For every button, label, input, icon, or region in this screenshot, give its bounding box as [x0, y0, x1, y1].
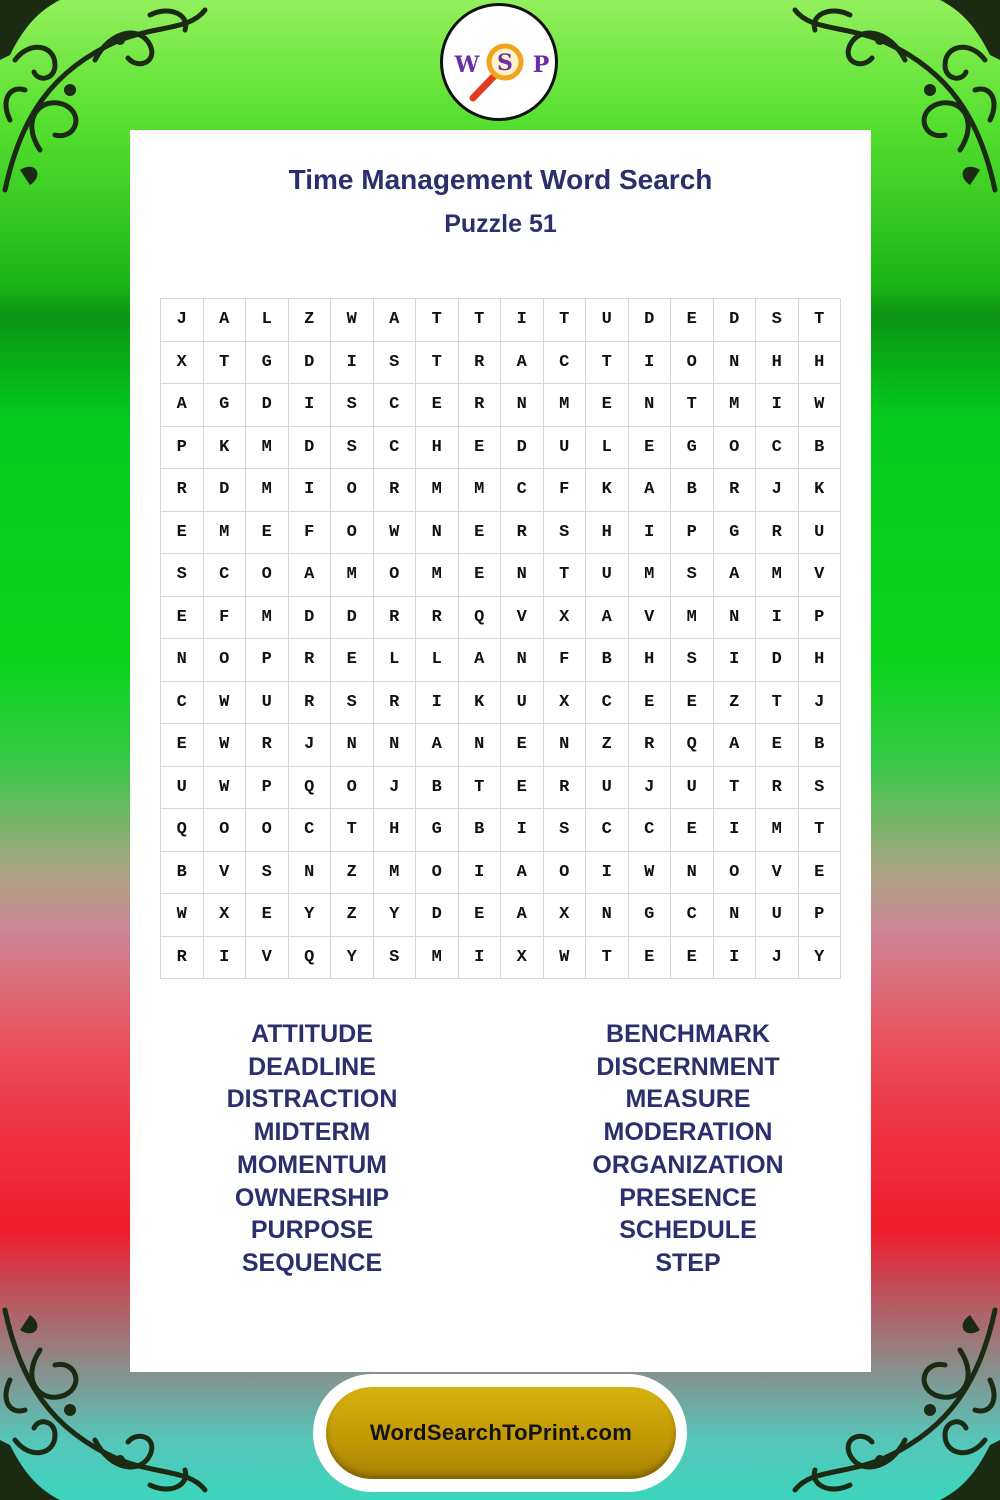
grid-cell[interactable]: N	[501, 639, 544, 682]
grid-cell[interactable]: M	[544, 384, 587, 427]
grid-cell[interactable]: T	[756, 682, 799, 725]
grid-cell[interactable]: O	[714, 427, 757, 470]
grid-cell[interactable]: M	[416, 554, 459, 597]
grid-cell[interactable]: S	[799, 767, 842, 810]
grid-cell[interactable]: C	[586, 682, 629, 725]
footer-banner[interactable]	[326, 1387, 676, 1479]
grid-cell[interactable]: G	[246, 342, 289, 385]
word-list-item: MEASURE	[625, 1085, 751, 1114]
letter-grid[interactable]	[160, 298, 841, 979]
word-list-item: STEP	[655, 1248, 721, 1277]
grid-cell[interactable]: M	[416, 937, 459, 980]
grid-cell[interactable]: R	[459, 384, 502, 427]
grid-cell[interactable]: S	[374, 937, 417, 980]
grid-cell[interactable]: C	[374, 427, 417, 470]
grid-cell[interactable]: B	[671, 469, 714, 512]
grid-cell[interactable]: G	[714, 512, 757, 555]
grid-cell[interactable]: T	[586, 342, 629, 385]
grid-cell[interactable]: B	[161, 852, 204, 895]
word-list-left	[172, 1018, 452, 1280]
grid-cell[interactable]: S	[374, 342, 417, 385]
grid-cell[interactable]: D	[331, 597, 374, 640]
grid-cell[interactable]: A	[459, 639, 502, 682]
grid-cell[interactable]: E	[459, 554, 502, 597]
grid-cell[interactable]: S	[544, 512, 587, 555]
grid-cell[interactable]: K	[204, 427, 247, 470]
grid-cell[interactable]: V	[799, 554, 842, 597]
grid-cell[interactable]: N	[544, 724, 587, 767]
grid-cell[interactable]: D	[246, 384, 289, 427]
grid-cell[interactable]: X	[544, 894, 587, 937]
grid-cell[interactable]: C	[671, 894, 714, 937]
grid-cell[interactable]: A	[289, 554, 332, 597]
grid-cell[interactable]: B	[799, 427, 842, 470]
grid-cell[interactable]: C	[501, 469, 544, 512]
grid-cell[interactable]: P	[799, 894, 842, 937]
grid-cell[interactable]: T	[416, 342, 459, 385]
grid-cell[interactable]: H	[629, 639, 672, 682]
page-title: Time Management Word Search	[288, 164, 713, 195]
grid-cell[interactable]: A	[204, 299, 247, 342]
grid-cell[interactable]: E	[459, 427, 502, 470]
grid-cell[interactable]: Z	[714, 682, 757, 725]
word-list-item: SCHEDULE	[619, 1216, 757, 1245]
grid-cell[interactable]: V	[756, 852, 799, 895]
grid-cell[interactable]: Y	[331, 937, 374, 980]
grid-cell[interactable]: N	[459, 724, 502, 767]
grid-cell[interactable]: S	[544, 809, 587, 852]
grid-cell[interactable]: E	[629, 427, 672, 470]
grid-cell[interactable]: T	[714, 767, 757, 810]
grid-cell[interactable]: H	[416, 427, 459, 470]
grid-cell[interactable]: L	[416, 639, 459, 682]
grid-cell[interactable]: I	[416, 682, 459, 725]
grid-cell[interactable]: N	[161, 639, 204, 682]
grid-cell[interactable]: M	[756, 809, 799, 852]
word-list-item: PURPOSE	[250, 1216, 374, 1245]
grid-cell[interactable]: C	[544, 342, 587, 385]
word-list-item: OWNERSHIP	[234, 1183, 390, 1212]
word-list-item: MOMENTUM	[237, 1150, 387, 1179]
grid-cell[interactable]: R	[714, 469, 757, 512]
grid-cell[interactable]: H	[799, 342, 842, 385]
grid-cell[interactable]: E	[161, 724, 204, 767]
grid-cell[interactable]: S	[161, 554, 204, 597]
grid-cell[interactable]: F	[289, 512, 332, 555]
puzzle-number: Puzzle 51	[444, 210, 557, 238]
grid-cell[interactable]: W	[161, 894, 204, 937]
grid-cell[interactable]: E	[671, 299, 714, 342]
word-list-right	[548, 1018, 828, 1280]
grid-cell[interactable]: N	[714, 342, 757, 385]
grid-cell[interactable]: I	[629, 342, 672, 385]
word-list-item: DEADLINE	[248, 1052, 376, 1081]
grid-cell[interactable]: B	[459, 809, 502, 852]
grid-cell[interactable]: E	[331, 639, 374, 682]
grid-cell[interactable]: S	[671, 554, 714, 597]
grid-cell[interactable]: I	[501, 809, 544, 852]
grid-cell[interactable]: E	[246, 894, 289, 937]
grid-cell[interactable]: G	[416, 809, 459, 852]
word-list-item: BENCHMARK	[606, 1020, 770, 1048]
grid-cell[interactable]: U	[586, 299, 629, 342]
grid-cell[interactable]: V	[204, 852, 247, 895]
grid-cell[interactable]: R	[289, 682, 332, 725]
grid-cell[interactable]: E	[586, 384, 629, 427]
word-list-item: ATTITUDE	[251, 1020, 373, 1048]
grid-cell[interactable]: O	[374, 554, 417, 597]
grid-cell[interactable]: E	[756, 724, 799, 767]
grid-cell[interactable]: I	[204, 937, 247, 980]
grid-cell[interactable]: I	[459, 852, 502, 895]
grid-cell[interactable]: H	[799, 639, 842, 682]
grid-cell[interactable]: U	[671, 767, 714, 810]
grid-cell[interactable]: O	[544, 852, 587, 895]
grid-cell[interactable]: I	[459, 937, 502, 980]
grid-cell[interactable]: J	[161, 299, 204, 342]
grid-cell[interactable]: D	[629, 299, 672, 342]
grid-cell[interactable]: U	[501, 682, 544, 725]
grid-cell[interactable]: U	[544, 427, 587, 470]
grid-cell[interactable]: M	[756, 554, 799, 597]
grid-cell[interactable]: E	[416, 384, 459, 427]
grid-cell[interactable]: W	[331, 299, 374, 342]
grid-cell[interactable]: R	[246, 724, 289, 767]
grid-cell[interactable]: M	[374, 852, 417, 895]
grid-cell[interactable]: O	[246, 809, 289, 852]
grid-cell[interactable]: F	[544, 469, 587, 512]
grid-cell[interactable]: A	[501, 894, 544, 937]
grid-cell[interactable]: O	[331, 469, 374, 512]
word-list-item: PRESENCE	[619, 1183, 757, 1212]
grid-cell[interactable]: C	[756, 427, 799, 470]
grid-cell[interactable]: U	[756, 894, 799, 937]
grid-cell[interactable]: J	[629, 767, 672, 810]
grid-cell[interactable]: T	[799, 299, 842, 342]
grid-cell[interactable]: E	[629, 937, 672, 980]
grid-cell[interactable]: E	[671, 809, 714, 852]
grid-cell[interactable]: A	[501, 342, 544, 385]
grid-cell[interactable]: R	[374, 682, 417, 725]
grid-cell[interactable]: A	[714, 724, 757, 767]
grid-cell[interactable]: Y	[799, 937, 842, 980]
grid-cell[interactable]: R	[289, 639, 332, 682]
grid-cell[interactable]: I	[501, 299, 544, 342]
grid-cell[interactable]: Q	[289, 937, 332, 980]
grid-cell[interactable]: S	[671, 639, 714, 682]
grid-cell[interactable]: T	[544, 554, 587, 597]
grid-cell[interactable]: J	[756, 937, 799, 980]
grid-cell[interactable]: S	[331, 384, 374, 427]
grid-cell[interactable]: A	[501, 852, 544, 895]
grid-cell[interactable]: P	[799, 597, 842, 640]
logo-letter-p: P	[532, 52, 550, 78]
grid-cell[interactable]: U	[799, 512, 842, 555]
grid-cell[interactable]: P	[246, 639, 289, 682]
grid-cell[interactable]: M	[246, 427, 289, 470]
word-list-item: DISTRACTION	[226, 1085, 398, 1114]
grid-cell[interactable]: T	[586, 937, 629, 980]
grid-cell[interactable]: R	[161, 937, 204, 980]
grid-cell[interactable]: S	[331, 427, 374, 470]
grid-cell[interactable]: U	[161, 767, 204, 810]
grid-cell[interactable]: T	[204, 342, 247, 385]
grid-cell[interactable]: X	[501, 937, 544, 980]
grid-cell[interactable]: O	[416, 852, 459, 895]
grid-cell[interactable]: W	[799, 384, 842, 427]
grid-cell[interactable]: J	[289, 724, 332, 767]
grid-cell[interactable]: R	[374, 469, 417, 512]
grid-cell[interactable]: J	[374, 767, 417, 810]
grid-cell[interactable]: L	[246, 299, 289, 342]
grid-cell[interactable]: U	[246, 682, 289, 725]
grid-cell[interactable]: P	[671, 512, 714, 555]
grid-cell[interactable]: M	[459, 469, 502, 512]
grid-cell[interactable]: N	[374, 724, 417, 767]
magnifier-icon	[443, 6, 555, 118]
logo-letter-w: W	[454, 52, 480, 78]
grid-cell[interactable]: L	[374, 639, 417, 682]
grid-cell[interactable]: D	[204, 469, 247, 512]
grid-cell[interactable]: X	[161, 342, 204, 385]
grid-cell[interactable]: N	[714, 597, 757, 640]
grid-cell[interactable]: T	[416, 299, 459, 342]
grid-cell[interactable]: I	[586, 852, 629, 895]
grid-cell[interactable]: M	[629, 554, 672, 597]
grid-cell[interactable]: I	[289, 384, 332, 427]
grid-cell[interactable]: O	[331, 512, 374, 555]
grid-cell[interactable]: A	[714, 554, 757, 597]
grid-cell[interactable]: M	[416, 469, 459, 512]
grid-cell[interactable]: E	[501, 767, 544, 810]
grid-cell[interactable]: N	[501, 384, 544, 427]
grid-cell[interactable]: R	[459, 342, 502, 385]
grid-cell[interactable]: O	[671, 342, 714, 385]
grid-cell[interactable]: N	[671, 852, 714, 895]
grid-cell[interactable]: G	[671, 427, 714, 470]
grid-cell[interactable]: Z	[331, 894, 374, 937]
grid-cell[interactable]: E	[671, 682, 714, 725]
grid-cell[interactable]: T	[544, 299, 587, 342]
grid-cell[interactable]: Z	[289, 299, 332, 342]
grid-cell[interactable]: G	[204, 384, 247, 427]
grid-cell[interactable]: R	[374, 597, 417, 640]
grid-cell[interactable]: I	[756, 597, 799, 640]
grid-cell[interactable]: E	[161, 597, 204, 640]
grid-cell[interactable]: B	[416, 767, 459, 810]
grid-cell[interactable]: N	[501, 554, 544, 597]
grid-cell[interactable]: Y	[289, 894, 332, 937]
grid-cell[interactable]: M	[246, 469, 289, 512]
grid-cell[interactable]: K	[799, 469, 842, 512]
grid-cell[interactable]: H	[374, 809, 417, 852]
grid-cell[interactable]: P	[161, 427, 204, 470]
grid-cell[interactable]: C	[629, 809, 672, 852]
grid-cell[interactable]: W	[544, 937, 587, 980]
grid-cell[interactable]: G	[629, 894, 672, 937]
grid-cell[interactable]: M	[671, 597, 714, 640]
grid-cell[interactable]: C	[161, 682, 204, 725]
grid-cell[interactable]: E	[501, 724, 544, 767]
grid-cell[interactable]: J	[799, 682, 842, 725]
grid-cell[interactable]: O	[714, 852, 757, 895]
grid-cell[interactable]: S	[756, 299, 799, 342]
word-list-item: ORGANIZATION	[592, 1150, 784, 1179]
word-list-item: DISCERNMENT	[596, 1052, 780, 1081]
grid-cell[interactable]: E	[671, 937, 714, 980]
grid-cell[interactable]: S	[246, 852, 289, 895]
grid-cell[interactable]: R	[756, 512, 799, 555]
grid-cell[interactable]: B	[586, 639, 629, 682]
grid-cell[interactable]: F	[204, 597, 247, 640]
grid-cell[interactable]: K	[586, 469, 629, 512]
grid-cell[interactable]: I	[756, 384, 799, 427]
puzzle-panel	[130, 130, 871, 1372]
grid-cell[interactable]: M	[246, 597, 289, 640]
grid-cell[interactable]: A	[629, 469, 672, 512]
wsp-logo[interactable]	[440, 3, 558, 121]
grid-cell[interactable]: H	[586, 512, 629, 555]
grid-cell[interactable]: X	[544, 597, 587, 640]
grid-cell[interactable]: U	[586, 767, 629, 810]
grid-cell[interactable]: D	[289, 342, 332, 385]
grid-cell[interactable]: S	[331, 682, 374, 725]
grid-cell[interactable]: D	[289, 597, 332, 640]
grid-cell[interactable]: Q	[671, 724, 714, 767]
grid-cell[interactable]: Z	[331, 852, 374, 895]
grid-cell[interactable]: V	[629, 597, 672, 640]
grid-cell[interactable]: E	[161, 512, 204, 555]
grid-cell[interactable]: B	[799, 724, 842, 767]
grid-cell[interactable]: C	[204, 554, 247, 597]
footer-site-link[interactable]: WordSearchToPrint.com	[369, 1420, 633, 1445]
grid-cell[interactable]: A	[416, 724, 459, 767]
grid-cell[interactable]: T	[459, 299, 502, 342]
grid-cell[interactable]: O	[246, 554, 289, 597]
word-list-item: MIDTERM	[253, 1118, 371, 1147]
grid-cell[interactable]: E	[799, 852, 842, 895]
word-list-item: MODERATION	[603, 1118, 773, 1147]
grid-cell[interactable]: Q	[459, 597, 502, 640]
grid-cell[interactable]: A	[586, 597, 629, 640]
grid-cell[interactable]: D	[289, 427, 332, 470]
grid-cell[interactable]: C	[374, 384, 417, 427]
logo-letter-s: S	[497, 50, 513, 76]
grid-cell[interactable]: D	[416, 894, 459, 937]
grid-cell[interactable]: T	[799, 809, 842, 852]
grid-cell[interactable]: A	[161, 384, 204, 427]
grid-cell[interactable]: W	[374, 512, 417, 555]
grid-cell[interactable]: T	[331, 809, 374, 852]
grid-cell[interactable]: V	[246, 937, 289, 980]
grid-cell[interactable]: M	[714, 384, 757, 427]
grid-cell[interactable]: X	[544, 682, 587, 725]
grid-cell[interactable]: W	[204, 682, 247, 725]
grid-cell[interactable]: U	[586, 554, 629, 597]
grid-cell[interactable]: V	[501, 597, 544, 640]
grid-cell[interactable]: I	[714, 639, 757, 682]
grid-cell[interactable]: N	[586, 894, 629, 937]
grid-cell[interactable]: R	[544, 767, 587, 810]
grid-cell[interactable]: I	[289, 469, 332, 512]
grid-cell[interactable]: W	[204, 724, 247, 767]
grid-cell[interactable]: Q	[161, 809, 204, 852]
grid-cell[interactable]: R	[756, 767, 799, 810]
grid-cell[interactable]: R	[501, 512, 544, 555]
grid-cell[interactable]: I	[331, 342, 374, 385]
grid-cell[interactable]: C	[289, 809, 332, 852]
grid-cell[interactable]: O	[331, 767, 374, 810]
grid-cell[interactable]: E	[629, 682, 672, 725]
grid-cell[interactable]: D	[501, 427, 544, 470]
word-list-item: SEQUENCE	[241, 1248, 383, 1277]
grid-cell[interactable]: E	[459, 512, 502, 555]
grid-cell[interactable]: N	[629, 384, 672, 427]
grid-cell[interactable]: T	[459, 767, 502, 810]
grid-cell[interactable]: Y	[374, 894, 417, 937]
grid-cell[interactable]: P	[246, 767, 289, 810]
grid-cell[interactable]: M	[204, 512, 247, 555]
grid-cell[interactable]: L	[586, 427, 629, 470]
grid-cell[interactable]: I	[714, 809, 757, 852]
grid-cell[interactable]: D	[756, 639, 799, 682]
grid-cell[interactable]: R	[629, 724, 672, 767]
grid-cell[interactable]: A	[374, 299, 417, 342]
grid-cell[interactable]: W	[204, 767, 247, 810]
grid-cell[interactable]: I	[714, 937, 757, 980]
grid-cell[interactable]: N	[416, 512, 459, 555]
grid-cell[interactable]: O	[204, 639, 247, 682]
grid-cell[interactable]: R	[416, 597, 459, 640]
grid-cell[interactable]: O	[204, 809, 247, 852]
grid-cell[interactable]: T	[671, 384, 714, 427]
grid-cell[interactable]: W	[629, 852, 672, 895]
grid-cell[interactable]: E	[459, 894, 502, 937]
grid-cell[interactable]: H	[756, 342, 799, 385]
grid-cell[interactable]: R	[161, 469, 204, 512]
grid-cell[interactable]: N	[331, 724, 374, 767]
grid-cell[interactable]: E	[246, 512, 289, 555]
grid-cell[interactable]: M	[331, 554, 374, 597]
grid-cell[interactable]: Z	[586, 724, 629, 767]
grid-cell[interactable]: N	[714, 894, 757, 937]
grid-cell[interactable]: I	[629, 512, 672, 555]
grid-cell[interactable]: Q	[289, 767, 332, 810]
grid-cell[interactable]: N	[289, 852, 332, 895]
grid-cell[interactable]: C	[586, 809, 629, 852]
grid-cell[interactable]: K	[459, 682, 502, 725]
grid-cell[interactable]: X	[204, 894, 247, 937]
grid-cell[interactable]: F	[544, 639, 587, 682]
grid-cell[interactable]: J	[756, 469, 799, 512]
grid-cell[interactable]: D	[714, 299, 757, 342]
